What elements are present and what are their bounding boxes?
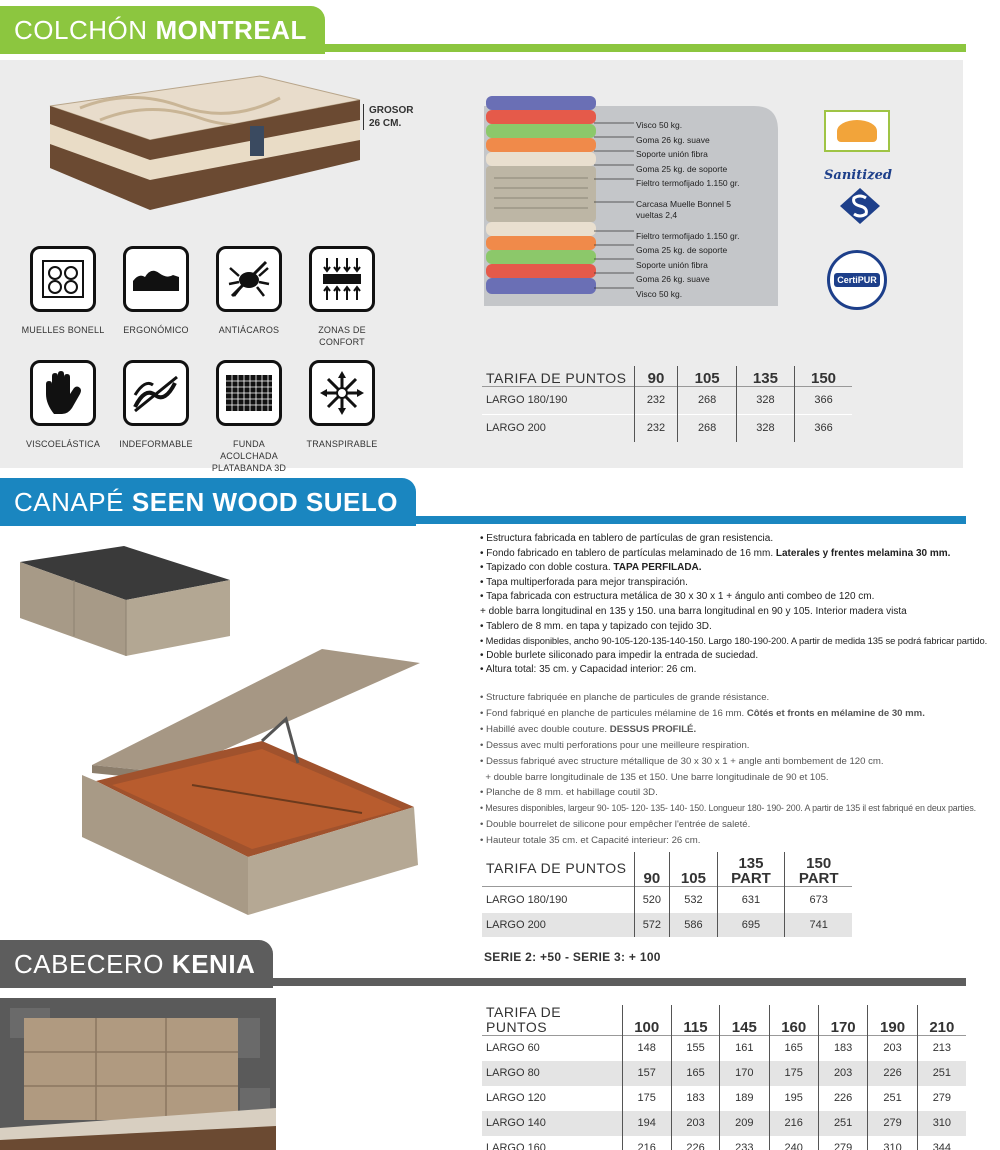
table-cell: LARGO 160 xyxy=(486,1141,546,1150)
table-cell: 170 xyxy=(720,1061,769,1086)
feature-label: TRANSPIRABLE xyxy=(306,439,378,449)
table-cell: 203 xyxy=(671,1111,719,1136)
feature-comfort-zones xyxy=(297,246,387,348)
sanitized-badge: Sanitized xyxy=(824,168,892,183)
table-cell: LARGO 200 xyxy=(482,913,634,937)
layer-label: Fieltro termofijado 1.150 gr. xyxy=(636,230,740,241)
list-item: • Planche de 8 mm. et habillage coutil 3D. xyxy=(480,787,658,799)
header-tab xyxy=(0,6,325,54)
table-cell: 213 xyxy=(917,1036,966,1061)
list-item: + doble barra longitudinal en 135 y 150. una barra longitudinal en 90 y 105. Interior madera vista xyxy=(480,605,907,617)
feature-label: ANTIÁCAROS xyxy=(218,325,280,335)
table-cell: 157 xyxy=(622,1061,671,1086)
table-cell: 175 xyxy=(769,1061,818,1086)
table-cell: 328 xyxy=(736,386,794,414)
table-header-row xyxy=(482,366,852,386)
table-cell: 344 xyxy=(917,1136,966,1150)
table-cell: 310 xyxy=(917,1111,966,1136)
table-cell: 268 xyxy=(678,414,736,442)
table-cell: 695 xyxy=(717,913,785,937)
table-cell: 165 xyxy=(769,1036,818,1061)
table-cell: 226 xyxy=(868,1061,917,1086)
feature-label: VISCOELÁSTICA xyxy=(25,439,101,449)
table-header-cell: 90 xyxy=(634,852,670,886)
grosor-block xyxy=(363,104,413,130)
table-cell: 532 xyxy=(670,886,717,913)
table-header-row xyxy=(482,1005,966,1036)
table-row xyxy=(482,1136,966,1150)
table-header-cell: 170 xyxy=(818,1005,867,1036)
feature-viscoelastic xyxy=(18,360,108,450)
table-cell: LARGO 120 xyxy=(486,1092,546,1104)
section-header-cabecero xyxy=(0,940,1000,988)
wave-icon xyxy=(123,360,189,426)
list-item: • Habillé avec double couture. DESSUS PROFILÉ. xyxy=(480,723,697,735)
header-tab xyxy=(0,478,416,526)
list-item: • Dessus avec multi perforations pour une meilleure respiration. xyxy=(480,739,750,751)
table-cell: 203 xyxy=(868,1036,917,1061)
mite-icon xyxy=(216,246,282,312)
layer-label: Soporte unión fibra xyxy=(636,259,708,270)
table-cell: 366 xyxy=(795,386,852,414)
table-cell: 251 xyxy=(917,1061,966,1086)
grosor-label: GROSOR xyxy=(369,105,414,116)
table-header-cell: 100 xyxy=(622,1005,671,1036)
table-cell: 520 xyxy=(634,886,670,913)
canape-open-image xyxy=(72,645,432,925)
layer-label: vueltas 2,4 xyxy=(636,210,678,220)
headboard-image xyxy=(0,998,276,1150)
table-cell: 189 xyxy=(720,1086,769,1111)
section-header-montreal xyxy=(0,6,1000,54)
sanitized-s-icon xyxy=(838,186,882,226)
title-bold: SEEN WOOD SUELO xyxy=(131,486,398,517)
table-header-cell: 210 xyxy=(917,1005,966,1036)
table-header-cell: 115 xyxy=(671,1005,719,1036)
features-list-es xyxy=(480,532,987,678)
table-cell: 226 xyxy=(671,1136,719,1150)
table-header-cell: 105 xyxy=(670,852,717,886)
table-row xyxy=(482,1061,966,1086)
layer-label: Fieltro termofijado 1.150 gr. xyxy=(636,178,740,188)
table-header-row xyxy=(482,852,852,886)
list-item: • Tapa multiperforada para mejor transpiración. xyxy=(480,576,688,588)
table-cell: 155 xyxy=(671,1036,719,1061)
list-item: • Altura total: 35 cm. y Capacidad interior: 26 cm. xyxy=(480,664,697,676)
table-cell: 572 xyxy=(634,913,670,937)
springs-icon xyxy=(30,246,96,312)
feature-label: FUNDA ACOLCHADA PLATABANDA 3D xyxy=(211,439,287,473)
table-header-cell: 90 xyxy=(634,366,678,386)
table-header-cell: 150 PART xyxy=(785,852,852,886)
grosor-value: 26 CM. xyxy=(369,118,402,129)
price-table-montreal xyxy=(482,366,852,442)
list-item: + double barre longitudinale de 135 et 150. Une barre longitudinale de 90 et 105. xyxy=(480,771,829,783)
title-bold: MONTREAL xyxy=(155,14,307,45)
price-table-canape xyxy=(482,852,852,937)
layer-label: Soporte unión fibra xyxy=(636,149,708,159)
canape-closed-image xyxy=(14,540,236,662)
list-item: • Structure fabriquée en planche de particules de grande résistance. xyxy=(480,692,770,703)
table-header-cell: 150 xyxy=(795,366,852,386)
table-header-cell: 190 xyxy=(868,1005,917,1036)
list-item: • Doble burlete siliconado para impedir la entrada de suciedad. xyxy=(480,649,759,661)
mattress-image xyxy=(40,68,370,218)
oeko-tex-badge xyxy=(824,110,890,152)
header-tab xyxy=(0,940,273,988)
table-cell: LARGO 180/190 xyxy=(486,394,568,406)
table-row xyxy=(482,1036,966,1061)
table-cell: 366 xyxy=(795,414,852,442)
table-cell: 240 xyxy=(769,1136,818,1150)
title-light: CABECERO xyxy=(14,948,164,979)
table-header-cell: 135 xyxy=(736,366,794,386)
table-cell: 203 xyxy=(818,1061,867,1086)
table-cell: 194 xyxy=(622,1111,671,1136)
section-header-canape xyxy=(0,478,1000,526)
feature-springs xyxy=(18,246,108,336)
title-bold: KENIA xyxy=(171,948,256,979)
price-table-cabecero xyxy=(482,1005,966,1150)
feature-breathable xyxy=(297,360,387,450)
table-row xyxy=(482,913,852,937)
table-cell: LARGO 80 xyxy=(482,1061,622,1086)
oeko-tex-icon xyxy=(837,120,877,142)
table-row xyxy=(482,1111,966,1136)
layer-label: Goma 26 kg. suave xyxy=(636,134,710,145)
feature-antimite xyxy=(204,246,294,336)
table-row xyxy=(482,886,852,913)
table-cell: 741 xyxy=(785,913,852,937)
table-row xyxy=(482,414,852,442)
table-cell: 226 xyxy=(818,1086,867,1111)
list-item: • Medidas disponibles, ancho 90-105-120-135-140-150. Largo 180-190-200. A partir de medida 135 se podrá fabricar partido. xyxy=(480,635,988,647)
title-light: CANAPÉ xyxy=(14,486,124,517)
feature-indeformable xyxy=(111,360,201,450)
table-cell: 216 xyxy=(622,1136,671,1150)
series-note: SERIE 2: +50 - SERIE 3: + 100 xyxy=(484,950,661,964)
list-item: • Double bourrelet de silicone pour empêcher l'entrée de saleté. xyxy=(480,819,751,831)
table-cell: 175 xyxy=(622,1086,671,1111)
table-cell: 328 xyxy=(736,414,794,442)
table-cell: 673 xyxy=(785,886,852,913)
feature-quilted xyxy=(204,360,294,474)
table-cell: 251 xyxy=(818,1111,867,1136)
layer-labels xyxy=(636,118,766,301)
layer-label: Carcasa Muelle Bonnel 5 xyxy=(636,198,731,209)
list-item: • Dessus fabriqué avec structure métallique de 30 x 30 x 1 + angle anti bombement de 120 cm. xyxy=(480,755,884,767)
quilted-fabric-icon xyxy=(216,360,282,426)
table-cell: 279 xyxy=(868,1111,917,1136)
comfort-zones-icon xyxy=(309,246,375,312)
feature-label: ZONAS DE CONFORT xyxy=(318,325,366,347)
table-cell: 161 xyxy=(720,1036,769,1061)
table-row xyxy=(482,386,852,414)
list-item: • Estructura fabricada en tablero de partículas de gran resistencia. xyxy=(480,533,774,544)
table-header-cell: 135 PART xyxy=(717,852,785,886)
table-row xyxy=(482,1086,966,1111)
table-header-cell: 160 xyxy=(769,1005,818,1036)
table-header-cell: TARIFA DE PUNTOS xyxy=(486,860,627,877)
feature-ergonomic xyxy=(111,246,201,336)
list-item: • Tapa fabricada con estructura metálica de 30 x 30 x 1 + ángulo anti combeo de 120 cm. xyxy=(480,591,875,603)
feature-label: MUELLES BONELL xyxy=(21,325,105,335)
table-cell: 183 xyxy=(671,1086,719,1111)
table-cell: LARGO 60 xyxy=(486,1042,540,1055)
list-item: • Fondo fabricado en tablero de partículas melaminado de 16 mm. Laterales y frentes melamina 30 mm. xyxy=(480,547,951,559)
feature-label: INDEFORMABLE xyxy=(119,439,193,449)
table-cell: 233 xyxy=(720,1136,769,1150)
layer-label: Goma 25 kg. de soporte xyxy=(636,163,728,174)
table-cell: 279 xyxy=(818,1136,867,1150)
body-shape-icon xyxy=(123,246,189,312)
table-cell: LARGO 180/190 xyxy=(486,893,568,906)
title-light: COLCHÓN xyxy=(14,14,148,45)
table-cell: 586 xyxy=(670,913,717,937)
list-item: • Tapizado con doble costura. TAPA PERFILADA. xyxy=(480,562,702,574)
table-cell: LARGO 140 xyxy=(482,1111,622,1136)
layer-label: Goma 25 kg. de soporte xyxy=(636,245,728,255)
table-header-cell: 105 xyxy=(678,366,736,386)
table-cell: 216 xyxy=(769,1111,818,1136)
layer-label: Visco 50 kg. xyxy=(636,288,683,299)
layer-label: Visco 50 kg. xyxy=(636,120,683,130)
table-cell: 195 xyxy=(769,1086,818,1111)
list-item: • Mesures disponibles, largeur 90- 105- 120- 135- 140- 150. Longueur 180- 190- 200. A partir de 135 il est fabriqué en deux parties. xyxy=(480,803,976,814)
breathable-arrows-icon xyxy=(309,360,375,426)
feature-label: ERGONÓMICO xyxy=(123,325,189,335)
list-item: • Tablero de 8 mm. en tapa y tapizado con tejido 3D. xyxy=(480,620,712,632)
certipur-label: CertiPUR xyxy=(834,273,880,287)
table-cell: 209 xyxy=(720,1111,769,1136)
table-header-cell: TARIFA DE PUNTOS xyxy=(486,1004,562,1035)
layer-label: Goma 26 kg. suave xyxy=(636,274,710,284)
list-item: • Fond fabriqué en planche de particules mélamine de 16 mm. Côtés et fronts en mélamine de 30 mm. xyxy=(480,707,925,719)
table-cell: 279 xyxy=(917,1086,966,1111)
table-cell: 232 xyxy=(634,386,678,414)
table-cell: 251 xyxy=(868,1086,917,1111)
table-cell: 268 xyxy=(678,386,736,414)
table-cell: LARGO 200 xyxy=(486,422,546,435)
table-header-cell: 145 xyxy=(720,1005,769,1036)
table-cell: 165 xyxy=(671,1061,719,1086)
list-item: • Hauteur totale 35 cm. et Capacité interieur: 26 cm. xyxy=(480,835,701,847)
table-cell: 183 xyxy=(818,1036,867,1061)
table-cell: 310 xyxy=(868,1136,917,1150)
certipur-badge xyxy=(827,250,887,310)
table-cell: 631 xyxy=(717,886,785,913)
features-list-fr xyxy=(480,690,976,849)
table-header-cell: TARIFA DE PUNTOS xyxy=(486,369,627,386)
hand-icon xyxy=(30,360,96,426)
table-cell: 148 xyxy=(622,1036,671,1061)
table-cell: 232 xyxy=(634,414,678,442)
